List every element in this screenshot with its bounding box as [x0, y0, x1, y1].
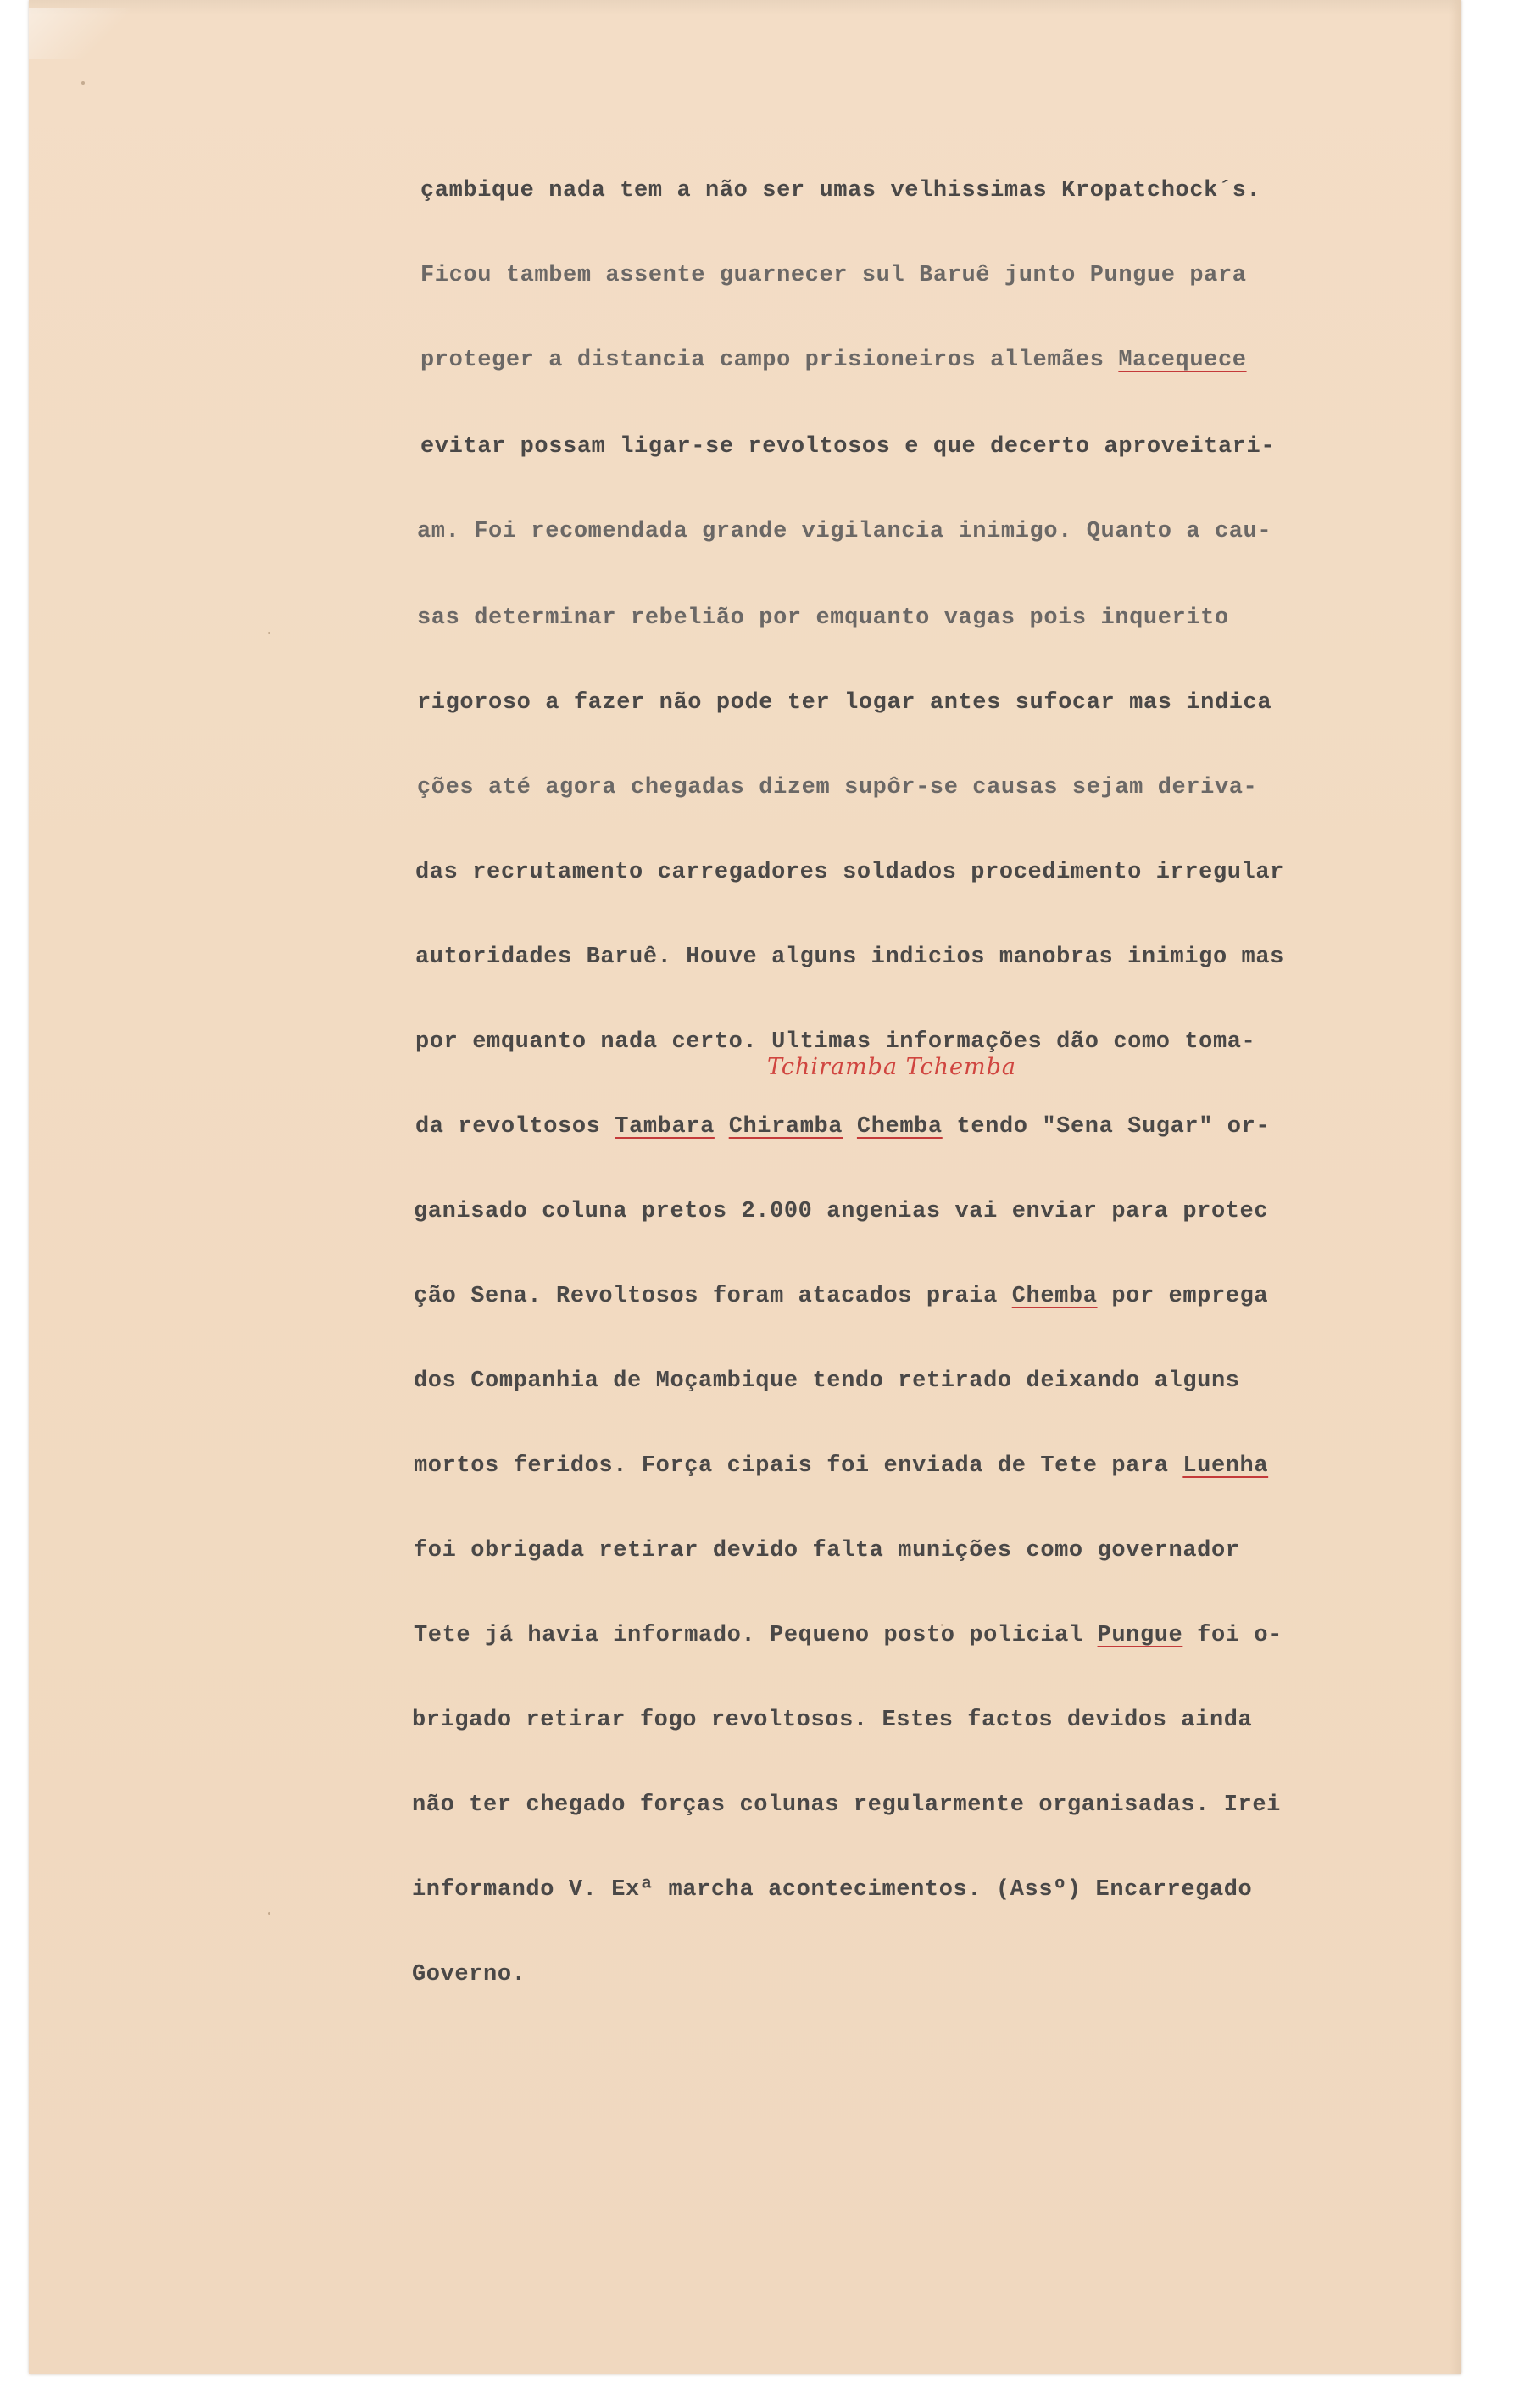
text-run: çambique nada tem a não ser umas velhissimas Kropatchock´s.	[420, 178, 1261, 203]
typed-line	[414, 1197, 1268, 1226]
text-run: das recrutamento carregadores soldados procedimento irregular	[415, 860, 1284, 885]
paper-top-edge	[29, 0, 1461, 15]
underlined-place-name: Chiramba	[728, 1114, 843, 1140]
text-run: ção Sena. Revoltosos foram atacados praia	[414, 1284, 1012, 1309]
underlined-place-name: Macequece	[1118, 348, 1247, 373]
text-run: ganisado coluna pretos 2.000 angenias vai enviar para protec	[414, 1199, 1269, 1224]
typed-line	[415, 1028, 1255, 1056]
paper-speck	[81, 81, 85, 85]
text-run: mortos feridos. Força cipais foi enviada de Tete para	[414, 1453, 1183, 1479]
typed-line	[417, 773, 1257, 802]
handwritten-annotation: Tchiramba Tchemba	[767, 1054, 1017, 1080]
typed-line	[414, 1367, 1240, 1396]
typed-line	[412, 1960, 526, 1989]
text-run: evitar possam ligar-se revoltosos e que decerto aproveitari-	[420, 434, 1276, 460]
text-run: por emquanto nada certo. Ultimas informações dão como toma-	[415, 1029, 1256, 1055]
typed-line	[417, 688, 1271, 717]
paper-right-edge	[1449, 0, 1461, 2374]
typed-line	[417, 604, 1229, 633]
typed-line	[415, 943, 1284, 972]
underlined-place-name: Luenha	[1182, 1453, 1269, 1479]
paper-speck	[268, 632, 270, 634]
text-run: sas determinar rebelião por emquanto vagas pois inquerito	[417, 605, 1229, 631]
typed-line	[412, 1876, 1252, 1904]
text-run: por emprega	[1097, 1284, 1269, 1309]
typed-line	[412, 1791, 1281, 1820]
text-run: foi o-	[1182, 1623, 1283, 1648]
text-run: brigado retirar fogo revoltosos. Estes factos devidos ainda	[412, 1708, 1253, 1733]
underlined-place-name: Chemba	[856, 1114, 943, 1140]
text-run: ções até agora chegadas dizem supôr-se causas sejam deriva-	[417, 775, 1258, 800]
typed-line	[420, 346, 1247, 375]
paper-speck	[268, 1912, 270, 1915]
text-run: rigoroso a fazer não pode ter logar antes sufocar mas indica	[417, 690, 1272, 716]
text-run: dos Companhia de Moçambique tendo retirado deixando alguns	[414, 1368, 1240, 1394]
typed-line	[417, 517, 1271, 546]
text-run	[715, 1114, 729, 1140]
typed-line	[414, 1452, 1268, 1480]
text-run: Tete já havia informado. Pequeno posto policial	[414, 1623, 1098, 1648]
typed-line	[415, 858, 1284, 887]
underlined-place-name: Pungue	[1097, 1623, 1183, 1648]
text-run: proteger a distancia campo prisioneiros allemães	[420, 348, 1119, 373]
text-run: foi obrigada retirar devido falta munições como governador	[414, 1538, 1240, 1564]
underlined-place-name: Chemba	[1011, 1284, 1098, 1309]
typed-line	[420, 432, 1275, 461]
typed-line	[415, 1112, 1270, 1141]
typed-line	[420, 176, 1260, 205]
corner-wear	[29, 8, 131, 59]
typed-line	[414, 1621, 1283, 1650]
text-run: informando V. Exª marcha acontecimentos. (Assº) Encarregado	[412, 1877, 1253, 1903]
typed-line	[414, 1536, 1240, 1565]
typed-line	[412, 1706, 1252, 1735]
text-run: autoridades Baruê. Houve alguns indicios manobras inimigo mas	[415, 945, 1284, 970]
text-run: da revoltosos	[415, 1114, 615, 1140]
text-run: tendo "Sena Sugar" or-	[942, 1114, 1271, 1140]
text-run: Ficou tambem assente guarnecer sul Baruê junto Pungue para	[420, 263, 1247, 288]
text-run: não ter chegado forças colunas regularmente organisadas. Irei	[412, 1792, 1281, 1818]
typed-line	[414, 1282, 1268, 1311]
text-run: am. Foi recomendada grande vigilancia inimigo. Quanto a cau-	[417, 519, 1272, 544]
text-run	[843, 1114, 857, 1140]
typed-line	[420, 261, 1247, 290]
text-run: Governo.	[412, 1962, 526, 1987]
underlined-place-name: Tambara	[615, 1114, 715, 1140]
